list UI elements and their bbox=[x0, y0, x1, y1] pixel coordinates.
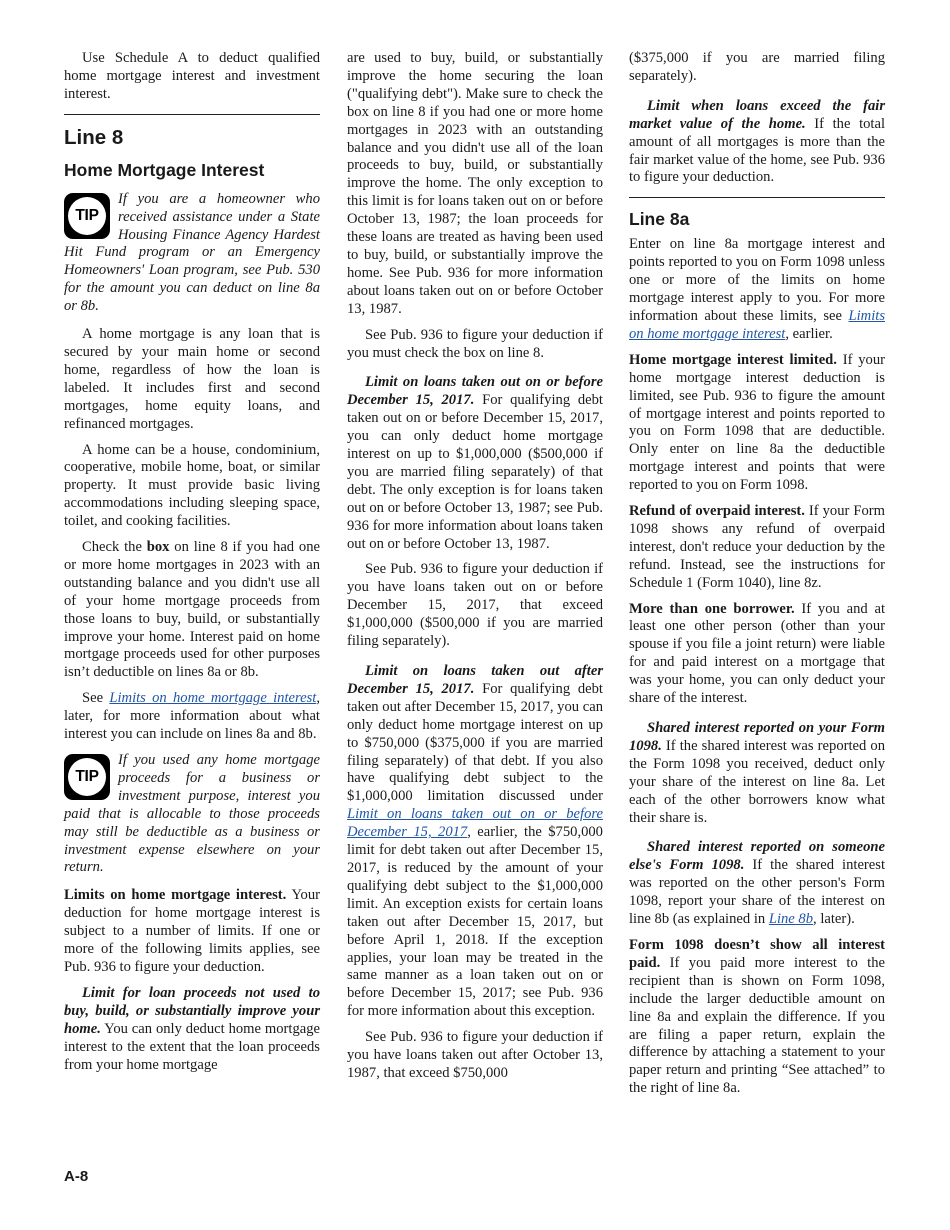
bold-text: box bbox=[146, 539, 170, 556]
column-1 bbox=[64, 50, 320, 1082]
qualifying-debt-paragraph: are used to buy, build, or substantially improve the home securing the loan ("qualifying debt"). Make sure to check the box on line 8 if you had one or more home mortgages in 2023 with an outstanding balance and you didn't use all of the loan proceeds to buy, build, or substantially improve the home. The only exception to this limit is for loans taken out on or before October 13, 1987; the loan proceeds for these loans are treated as having been used to buy, build, or substantially improve the home. See Pub. 936 for more information about loans taken out on or before October 13, 1987. bbox=[347, 50, 603, 317]
limit-after-paragraph bbox=[347, 663, 603, 1021]
text: See bbox=[82, 690, 110, 707]
tip-icon-label: TIP bbox=[68, 197, 106, 235]
bold-text: More than one borrower. bbox=[629, 600, 795, 617]
text: Your deduction for home mortgage interest is subject to a number of limits. If one or more of the following limits applies, see Pub. 936 to figure your deduction. bbox=[64, 887, 321, 975]
bold-italic-text: Shared interest reported on someone else's Form 1098. bbox=[629, 839, 885, 874]
not-all-interest-paragraph bbox=[629, 937, 885, 1098]
fair-market-paragraph bbox=[629, 98, 885, 188]
limit-before-link[interactable]: Limit on loans taken out on or before December 15, 2017 bbox=[347, 806, 603, 841]
text: If your home mortgage interest deduction is limited, see Pub. 936 to figure the amount of mortgage interest and points reported to you on Form 1098 that are deductible. Only enter on line 8a the deductible mortgage interest and points that were reported to you on Form 1098. bbox=[629, 351, 885, 494]
text: , earlier, the $750,000 limit for debt taken out after December 15, 2017, is reduced by the amount of your qualifying debt subject to the $1,000,000 limit. An exception exists for certain loans taken out after December 15, 2017, but before April 1, 2018. If the exception applies, your loan may be treated in the same manner as a loan taken out on or before December 15, 2017; see Pub. 936 for more information about this exception. bbox=[347, 824, 603, 1020]
home-definition: A home can be a house, condominium, cooperative, mobile home, boat, or similar property. It must provide basic living accommodations including sleeping space, toilet, and cooking facilities. bbox=[64, 441, 320, 530]
bold-italic-text: Limit on loans taken out after December 15, 2017. bbox=[347, 663, 603, 697]
home-mortgage-definition: A home mortgage is any loan that is secured by your main home or second home, regardless of how the loan is labeled. It includes first and second mortgages, home equity loans, and refinanced mortgages. bbox=[64, 326, 320, 432]
column-2 bbox=[347, 50, 603, 1091]
text: For qualifying debt taken out after December 15, 2017, you can only deduct home mortgage interest on up to $750,000 ($375,000 if you are married filing separately) of that debt. If you also have qualifying debt subject to the $1,000,000 limitation discussed under bbox=[347, 680, 603, 805]
line-8a-heading: Line 8a bbox=[629, 209, 690, 230]
shared-interest-paragraph bbox=[629, 720, 885, 827]
text: If the shared interest was reported on the Form 1098 you received, deduct only your share of the interest on line 8a. Let each of the other borrowers know what their share is. bbox=[629, 737, 885, 826]
tip-icon bbox=[64, 193, 110, 239]
text: , later, for more information about what interest you can include on lines 8a and 8b. bbox=[64, 690, 320, 743]
see-pub-paragraph: See Pub. 936 to figure your deduction if you have loans taken out after October 13, 1987, that exceed $750,000 bbox=[347, 1029, 603, 1081]
limit-proceeds-paragraph bbox=[64, 985, 320, 1075]
bold-italic-text: Limit on loans taken out on or before December 15, 2017. bbox=[347, 374, 603, 409]
tip-text: If you are a homeowner who received assistance under a State Housing Finance Agency Hardest Hit Fund program or an Emergency Homeowners' Loan program, see Pub. 530 for the amount you can deduct on line 8a or 8b. bbox=[64, 190, 320, 315]
line-8a-paragraph bbox=[629, 236, 885, 343]
text: If you paid more interest to the recipient than is shown on Form 1098, include the larger deductible amount on line 8a and explain the difference. If you are filing a paper return, explain the difference by attaching a statement to your paper return and printing “See attached” to the right of line 8a. bbox=[629, 954, 885, 1097]
text: If the shared interest was reported on the other person's Form 1098, report your share of the interest on line 8b (as explained in bbox=[629, 857, 886, 928]
tip-note-business-use bbox=[64, 752, 320, 877]
limits-link[interactable]: Limits on home mortgage interest bbox=[109, 690, 317, 707]
section-divider bbox=[64, 114, 320, 115]
tip-icon-label: TIP bbox=[68, 758, 106, 796]
text: If you and at least one other person (other than your spouse if you file a joint return) were liable for and paid interest on a mortgage that was your home, you can only deduct your share of the interest. bbox=[629, 600, 885, 707]
tip-note-hardest-hit bbox=[64, 191, 320, 316]
tip-text: If you used any home mortgage proceeds for a business or investment purpose, interest you paid that is allocable to those proceeds may still be deductible as a business or investment expense elsewhere on your return. bbox=[64, 752, 320, 876]
bold-italic-text: Limit for loan proceeds not used to buy, build, or substantially improve your home. bbox=[64, 984, 320, 1037]
text: If the total amount of all mortgages is more than the fair market value of the home, see Pub. 936 to figure your deduction. bbox=[629, 115, 886, 186]
line-8b-link[interactable]: Line 8b bbox=[768, 911, 814, 928]
intro-paragraph: Use Schedule A to deduct qualified home mortgage interest and investment interest. bbox=[64, 50, 320, 102]
bold-italic-text: Shared interest reported on your Form 1098. bbox=[629, 720, 885, 754]
line-8-heading: Line 8 bbox=[64, 125, 124, 149]
bold-text: Refund of overpaid interest. bbox=[629, 503, 805, 520]
interest-limited-paragraph bbox=[629, 352, 885, 495]
bold-text: Form 1098 doesn’t show all interest paid. bbox=[629, 936, 885, 971]
see-pub-paragraph: See Pub. 936 to figure your deduction if you must check the box on line 8. bbox=[347, 326, 603, 361]
text: Check the bbox=[82, 539, 147, 556]
continued-text: ($375,000 if you are married filing separately). bbox=[629, 50, 885, 84]
check-box-paragraph bbox=[64, 539, 320, 682]
someone-else-paragraph bbox=[629, 839, 885, 929]
bold-text: Limits on home mortgage interest. bbox=[64, 887, 287, 904]
home-mortgage-interest-heading: Home Mortgage Interest bbox=[64, 159, 265, 180]
text: For qualifying debt taken out on or before December 15, 2017, you can only deduct home mortgage interest on up to $1,000,000 ($500,000 if you are married filing separately) of that debt. The only exception is for loans taken out on or before October 13, 1987; see Pub. 936 for more information about loans taken out on or before October 13, 1987. bbox=[347, 392, 603, 552]
limits-paragraph bbox=[64, 887, 320, 977]
limit-before-paragraph bbox=[347, 374, 603, 553]
bold-italic-text: Limit when loans exceed the fair market value of the home. bbox=[629, 97, 885, 132]
text: , later). bbox=[813, 911, 855, 928]
see-limits-paragraph bbox=[64, 690, 320, 744]
bold-text: Home mortgage interest limited. bbox=[629, 351, 837, 368]
text: If your Form 1098 shows any refund of overpaid interest, don't reduce your deduction by the refund. Instead, see the instructions for Schedule 1 (Form 1040), line 8z. bbox=[629, 503, 885, 591]
refund-paragraph bbox=[629, 503, 885, 593]
text: , earlier. bbox=[785, 325, 833, 342]
column-3 bbox=[629, 50, 885, 1106]
page-number: A-8 bbox=[64, 1168, 89, 1185]
text: on line 8 if you had one or more home mortgages in 2023 with an outstanding balance and you didn't use all of your home mortgage proceeds from those loans to buy, build, or substantially improve your home. Interest paid on home mortgage proceeds used for other purposes isn’t deductible on lines 8a or 8b. bbox=[64, 539, 320, 681]
section-divider bbox=[629, 197, 885, 198]
limits-link[interactable]: Limits on home mortgage interest bbox=[629, 307, 885, 342]
tip-icon bbox=[64, 754, 110, 800]
borrower-paragraph bbox=[629, 601, 885, 708]
text: Enter on line 8a mortgage interest and points reported to you on Form 1098 unless one or more of the limits on home mortgage interest apply to you. For more information about these limits, see bbox=[629, 236, 885, 324]
see-pub-paragraph: See Pub. 936 to figure your deduction if you have loans taken out on or before December 15, 2017, that exceed $1,000,000 ($500,000 if you are married filing separately). bbox=[347, 561, 603, 650]
text: You can only deduct home mortgage interest to the extent that the loan proceeds from your home mortgage bbox=[64, 1020, 320, 1073]
